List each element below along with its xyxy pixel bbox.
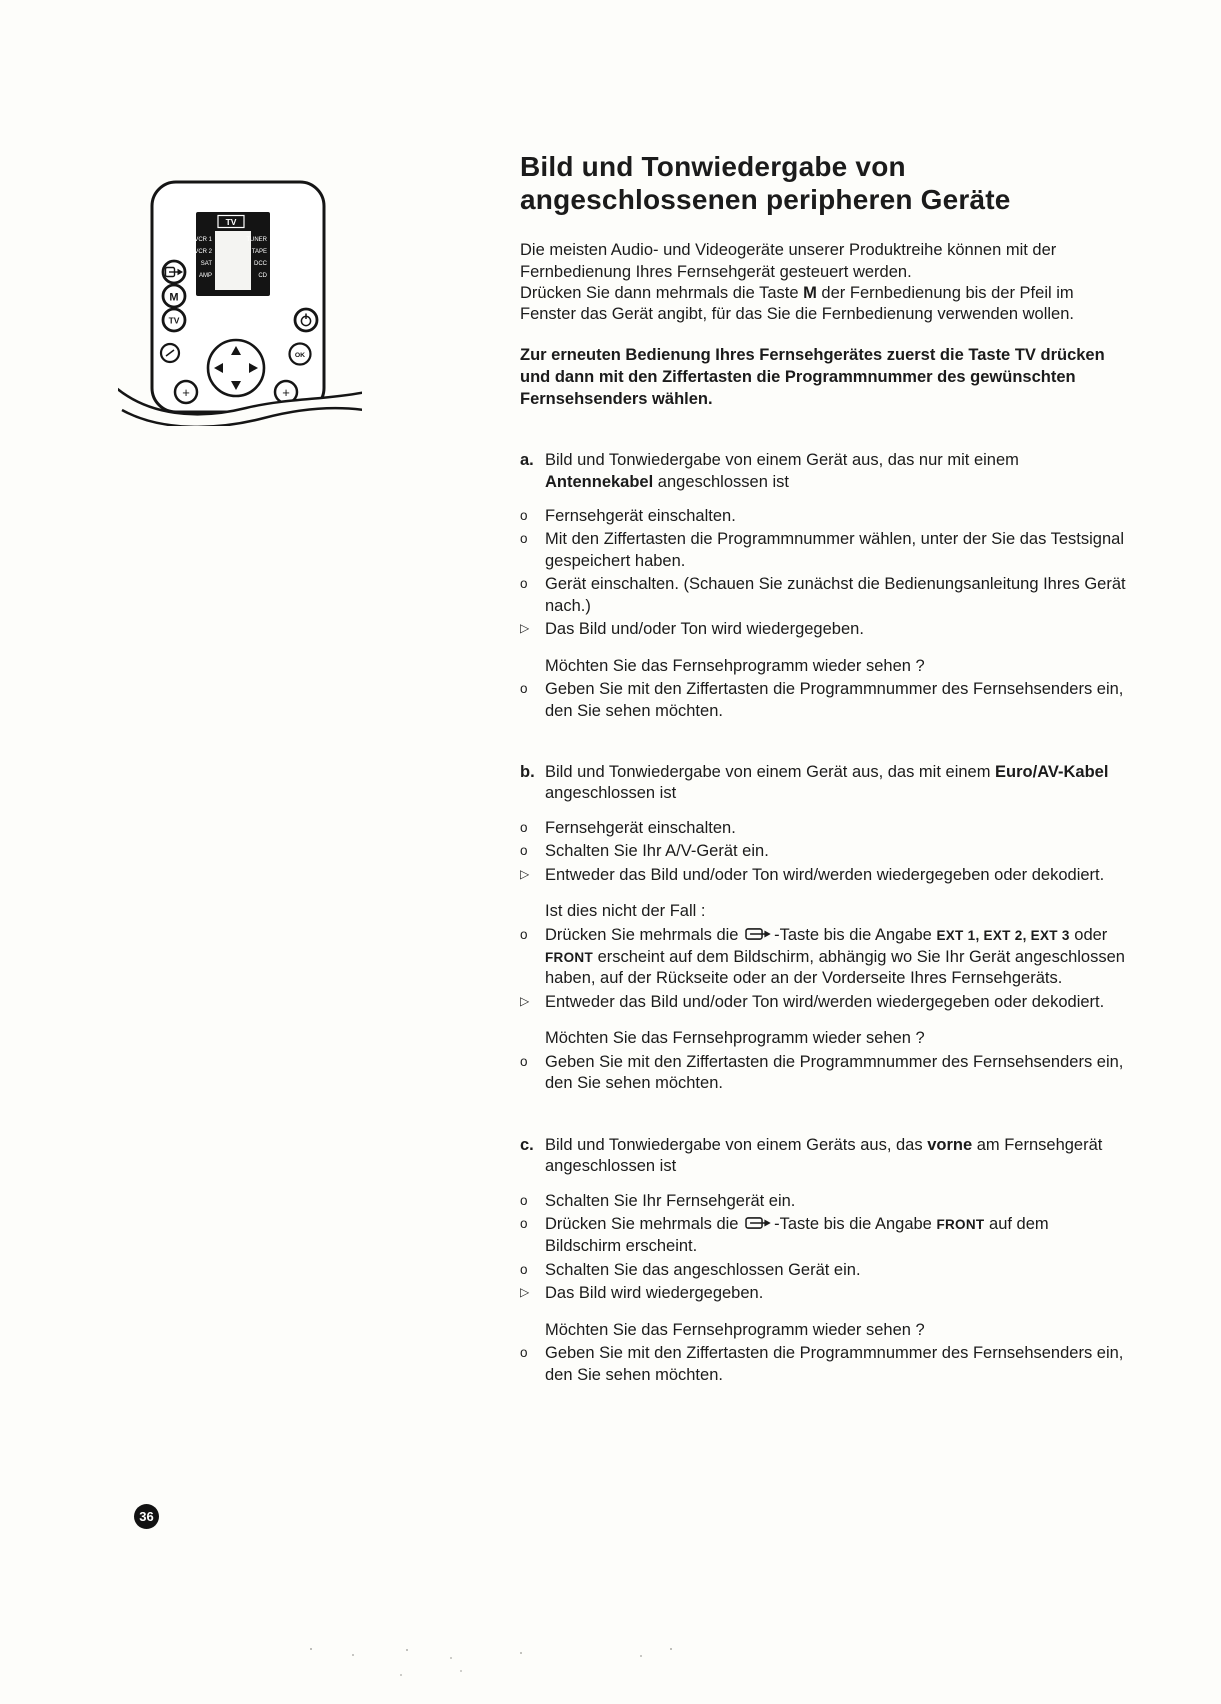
- list-item-text: [545, 574, 1126, 617]
- text-run: Bild und Tonwiedergabe von einem Gerät aus, das nur mit einem: [545, 451, 1019, 470]
- section-a-list: [520, 506, 1126, 722]
- list-item: [520, 1283, 1126, 1304]
- text-run: Möchten Sie das Fernsehprogramm wieder sehen ?: [545, 1320, 925, 1339]
- text-run: Drücken Sie mehrmals die: [545, 1214, 744, 1233]
- list-item: [520, 865, 1126, 886]
- text-run: Ist dies nicht der Fall :: [545, 902, 706, 921]
- bullet-marker: o: [520, 681, 528, 697]
- list-item-text: [545, 619, 1126, 640]
- dpad: [208, 340, 264, 396]
- text-run: Schalten Sie Ihr A/V-Gerät ein.: [545, 842, 769, 861]
- list-item-text: [545, 1320, 1126, 1341]
- text-run: Fernsehgerät einschalten.: [545, 818, 736, 837]
- page-title: [520, 150, 1126, 216]
- text-run: Antennekabel: [545, 472, 654, 491]
- volume-plus-button: [175, 381, 197, 403]
- section-a-label: a.: [520, 451, 534, 470]
- text-run: Entweder das Bild und/oder Ton wird/werden wiedergegeben oder dekodiert.: [545, 865, 1105, 884]
- list-item: [520, 901, 1126, 922]
- list-item: [520, 1260, 1126, 1281]
- list-item-text: [545, 901, 1126, 922]
- list-item: [520, 619, 1126, 640]
- list-item: [520, 1191, 1126, 1212]
- list-item: [520, 841, 1126, 862]
- section-c-label: c.: [520, 1135, 534, 1154]
- section-c: [520, 1135, 1126, 1386]
- list-item: [520, 818, 1126, 839]
- text-run: Möchten Sie das Fernsehprogramm wieder sehen ?: [545, 1029, 925, 1048]
- bullet-marker: o: [520, 576, 528, 592]
- no-marker: [520, 656, 545, 677]
- text-run: Drücken Sie dann mehrmals die Taste: [520, 283, 804, 302]
- no-marker: [520, 1028, 545, 1049]
- bullet-marker: o: [520, 1261, 528, 1277]
- mode-label-vcr2: VCR 2: [194, 249, 212, 255]
- list-item-text: [545, 1260, 1126, 1281]
- text-run: Das Bild wird wiedergegeben.: [545, 1284, 764, 1303]
- list-item-text: [545, 529, 1126, 572]
- text-run: Drücken Sie mehrmals die: [545, 925, 744, 944]
- result-marker: ▷: [520, 866, 530, 881]
- list-item-text: [545, 925, 1126, 990]
- intro-paragraph-2: [520, 283, 1126, 326]
- list-item: [520, 925, 1126, 990]
- list-item: [520, 506, 1126, 527]
- bullet-marker: o: [520, 531, 528, 547]
- list-item-text: [545, 1191, 1126, 1212]
- list-item: [520, 679, 1126, 722]
- section-c-heading-text: [545, 1135, 1126, 1178]
- list-item: [520, 1028, 1126, 1049]
- text-run: Die meisten Audio- und Videogeräte unserer Produktreihe können mit der Fernbedienung Ihres Fernsehgerät gesteuert werden.: [520, 241, 1057, 281]
- section-a-heading-text: [545, 450, 1126, 493]
- remote-control-drawing: [118, 172, 362, 426]
- list-item: [520, 1343, 1126, 1386]
- section-b-label: b.: [520, 762, 535, 781]
- text-run: auf dem Bildschirm erscheint.: [545, 1214, 1049, 1256]
- text-run: -Taste bis die Angabe: [774, 925, 937, 944]
- tv-button-label: TV: [168, 315, 180, 326]
- mode-select-button: [163, 285, 185, 307]
- list-item-text: [545, 506, 1126, 527]
- tv-button: [163, 309, 185, 331]
- list-item-text: [545, 1283, 1126, 1304]
- bullet-marker: o: [520, 819, 528, 835]
- volume-plus-label: +: [182, 384, 190, 400]
- mode-label-cd: CD: [258, 273, 267, 279]
- text-run: erscheint auf dem Bildschirm, abhängig wo Sie Ihr Gerät angeschlossen haben, auf der Rückseite oder an der Vorderseite Ihres Fernsehgeräts.: [545, 948, 1125, 988]
- mode-label-vcr1: VCR 1: [194, 237, 212, 243]
- section-b-heading: [520, 762, 1126, 805]
- bullet-marker: o: [520, 926, 528, 942]
- aux-button: [161, 344, 179, 362]
- bullet-marker: o: [520, 1053, 528, 1069]
- section-c-list: [520, 1191, 1126, 1387]
- text-run: angeschlossen ist: [545, 784, 677, 803]
- no-marker: [520, 901, 545, 922]
- list-item: [520, 992, 1126, 1013]
- list-item-text: [545, 656, 1126, 677]
- ok-button-label: OK: [294, 351, 306, 359]
- mode-indicator-label: TV: [225, 217, 237, 227]
- bullet-marker: o: [520, 1192, 528, 1208]
- section-b-list: [520, 818, 1126, 1095]
- section-b-heading-text: [545, 762, 1126, 805]
- text-run: der Fernbedienung bis der Pfeil im Fenster das Gerät angibt, für das Sie die Fernbedienung verwenden wollen.: [520, 283, 1074, 324]
- intro-paragraph-1: [520, 240, 1126, 283]
- remote-display: [194, 212, 270, 296]
- bullet-marker: o: [520, 1215, 528, 1231]
- text-run: Mit den Ziffertasten die Programmnummer wählen, unter der Sie das Testsignal gespeichert haben.: [545, 530, 1124, 570]
- bullet-marker: o: [520, 1345, 528, 1361]
- list-item: [520, 1214, 1126, 1258]
- text-run: Geben Sie mit den Ziffertasten die Programmnummer des Fernsehsenders ein, den Sie sehen möchten.: [545, 1344, 1124, 1384]
- list-item-text: [545, 865, 1126, 886]
- text-run: Geben Sie mit den Ziffertasten die Programmnummer des Fernsehsenders ein, den Sie sehen möchten.: [545, 1052, 1124, 1093]
- text-run: Das Bild und/oder Ton wird wiedergegeben.: [545, 620, 864, 639]
- text-run: -Taste bis die Angabe: [774, 1214, 937, 1233]
- text-run: Zur erneuten Bedienung Ihres Fernsehgerätes zuerst die Taste TV drücken und dann mit den Ziffertasten die Programmnummer des gewünschten Fernsehsenders wählen.: [520, 345, 1105, 409]
- text-run: vorne: [927, 1135, 973, 1154]
- mode-label-tuner: TUNER: [246, 237, 267, 243]
- list-item-text: [545, 1214, 1126, 1258]
- list-item-text: [545, 679, 1126, 722]
- mode-select-button-label: M: [169, 291, 179, 304]
- page-title-line1: Bild und Tonwiedergabe von: [520, 151, 906, 182]
- page-title-line2: angeschlossenen peripheren Geräte: [520, 184, 1011, 216]
- list-item-text: [545, 1343, 1126, 1386]
- av-source-select-key-icon: [745, 926, 772, 947]
- page-number-badge: [134, 1504, 159, 1529]
- text-run: Schalten Sie das angeschlossen Gerät ein.: [545, 1260, 861, 1279]
- text-run: FRONT: [936, 1216, 985, 1232]
- av-source-select-button: [163, 261, 185, 283]
- list-item-text: [545, 992, 1126, 1013]
- list-item: [520, 529, 1126, 572]
- mode-label-amp: AMP: [198, 273, 212, 279]
- list-item-text: [545, 841, 1126, 862]
- list-item: [520, 574, 1126, 617]
- text-run: Fernsehgerät einschalten.: [545, 507, 736, 526]
- text-run: FRONT: [545, 950, 593, 966]
- list-item: [520, 656, 1126, 677]
- text-run: Möchten Sie das Fernsehprogramm wieder sehen ?: [545, 656, 925, 675]
- av-source-select-key-icon: [745, 1215, 772, 1236]
- bullet-marker: o: [520, 843, 528, 859]
- text-run: oder: [1069, 925, 1108, 944]
- result-marker: ▷: [520, 1285, 530, 1300]
- list-item: [520, 1320, 1126, 1341]
- result-marker: ▷: [520, 621, 530, 636]
- mode-label-sat: SAT: [200, 261, 212, 267]
- notice-paragraph: [520, 344, 1126, 410]
- text-run: Bild und Tonwiedergabe von einem Gerät aus, das mit einem: [545, 762, 996, 781]
- section-b: [520, 762, 1126, 1095]
- list-item-text: [545, 1052, 1126, 1095]
- section-a: [520, 450, 1126, 722]
- text-run: Schalten Sie Ihr Fernsehgerät ein.: [545, 1191, 796, 1210]
- text-run: Gerät einschalten. (Schauen Sie zunächst die Bedienungsanleitung Ihres Gerät nach.): [545, 575, 1126, 615]
- page-number: 36: [139, 1509, 154, 1524]
- remote-control-illustration: [118, 172, 362, 426]
- result-marker: ▷: [520, 993, 530, 1008]
- list-item-text: [545, 818, 1126, 839]
- mode-label-dcc: DCC: [254, 261, 267, 267]
- ok-button: [290, 344, 311, 365]
- program-plus-label: +: [282, 384, 290, 400]
- list-item-text: [545, 1028, 1126, 1049]
- power-button: [295, 309, 317, 331]
- text-run: Entweder das Bild und/oder Ton wird/werden wiedergegeben oder dekodiert.: [545, 992, 1105, 1011]
- text-run: angeschlossen ist: [653, 472, 789, 491]
- text-run: M: [803, 283, 817, 302]
- mode-label-tape: TAPE: [251, 249, 267, 255]
- text-run: EXT 1, EXT 2, EXT 3: [936, 927, 1070, 943]
- no-marker: [520, 1320, 545, 1341]
- scan-artifacts: [310, 1648, 312, 1650]
- bullet-marker: o: [520, 508, 528, 524]
- section-a-heading: [520, 450, 1126, 493]
- text-run: Bild und Tonwiedergabe von einem Geräts aus, das: [545, 1135, 928, 1154]
- section-c-heading: [520, 1135, 1126, 1178]
- text-run: Euro/AV-Kabel: [995, 762, 1109, 781]
- text-run: Geben Sie mit den Ziffertasten die Programmnummer des Fernsehsenders ein, den Sie sehen möchten.: [545, 680, 1124, 720]
- list-item: [520, 1052, 1126, 1095]
- text-run: am Fernsehgerät angeschlossen ist: [545, 1135, 1103, 1176]
- main-content: [520, 150, 1126, 1388]
